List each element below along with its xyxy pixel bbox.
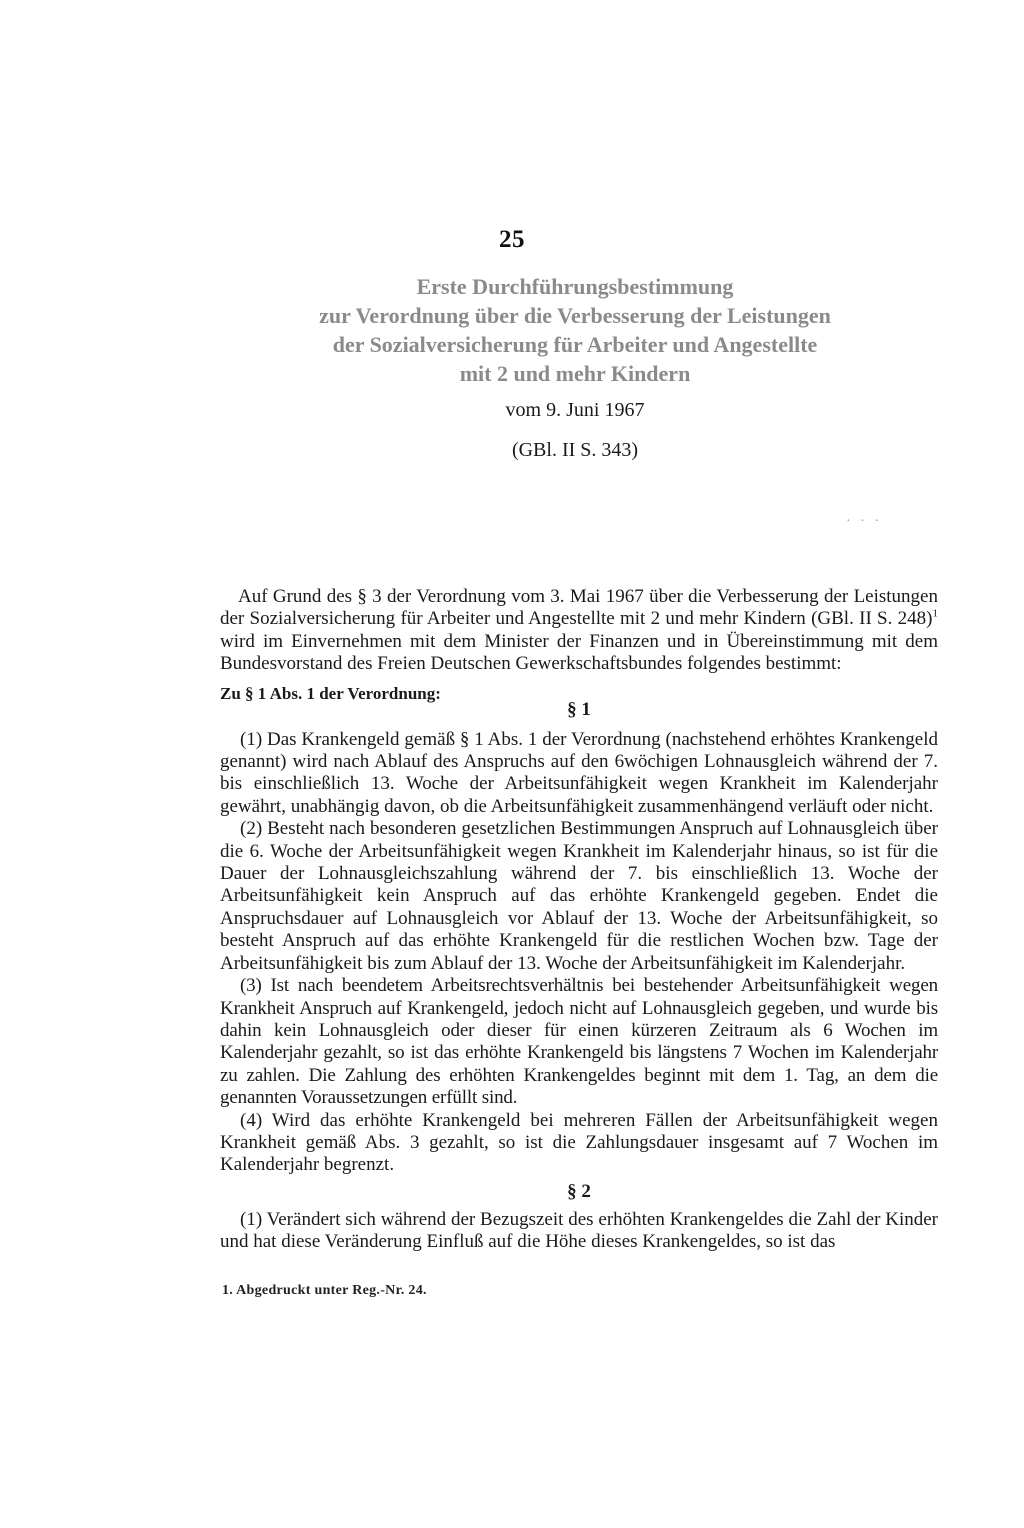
document-body: [220, 586, 938, 1254]
footnote-marker: 1: [932, 608, 938, 621]
scan-artifact: · · ·: [846, 514, 882, 529]
title-line: zur Verordnung über die Verbesserung der Leistungen: [319, 303, 831, 328]
title-line: Erste Durchführungsbestimmung: [416, 274, 734, 299]
preamble-text-continued: wird im Einvernehmen mit dem Minister der Finanzen und in Übereinstimmung mit dem Bundesvorstand des Freien Deutschen Gewerkschaftsbundes folgendes bestimmt:: [220, 630, 938, 675]
document-title: [0, 272, 1024, 388]
paragraph-1-3: (3) Ist nach beendetem Arbeitsrechtsverhältnis bei bestehender Arbeitsunfähigkeit wegen Krankheit Anspruch auf Krankengeld, jedoch nicht auf Lohnausgleich gegeben, und wurde bis dahin kein Lohnausgleich oder dieser für einen kürzeren Zeitraum als 6 Wochen im Kalenderjahr gezahlt, so ist das erhöhte Krankengeld bis längstens 7 Wochen im Kalenderjahr zu zahlen. Die Zahlung des erhöhten Krankengeldes beginnt mit dem 1. Tag, an dem die genannten Voraussetzungen erfüllt sind.: [220, 975, 938, 1109]
preamble-text: Auf Grund des § 3 der Verordnung vom 3. Mai 1967 über die Verbesserung der Leistungen der Sozialversicherung für Arbeiter und Angestellte mit 2 und mehr Kindern (GBl. II S. 248): [220, 586, 938, 630]
paragraph-2-1: (1) Verändert sich während der Bezugszeit des erhöhten Krankengeldes die Zahl der Kinder und hat diese Veränderung Einfluß auf die Höhe dieses Krankengeldes, so ist das: [220, 1208, 938, 1253]
title-line: mit 2 und mehr Kindern: [459, 361, 691, 386]
preamble-paragraph: [220, 586, 938, 676]
document-date: vom 9. Juni 1967: [505, 399, 645, 421]
paragraph-heading-2: § 2: [567, 1180, 591, 1202]
gazette-reference: (GBl. II S. 343): [511, 439, 639, 461]
paragraph-1-2: (2) Besteht nach besonderen gesetzlichen Bestimmungen Anspruch auf Lohnausgleich über die 6. Woche der Arbeitsunfähigkeit wegen Krankheit im Kalenderjahr hinaus, so ist für die Dauer der Lohnausgleichszahlung während der 7. bis einschließlich 13. Woche der Arbeitsunfähigkeit kein Anspruch auf das erhöhte Krankengeld gegeben. Endet die Anspruchsdauer auf Lohnausgleich vor Ablauf der 13. Woche der Arbeitsunfähigkeit, so besteht Anspruch auf das erhöhte Krankengeld für die restlichen Wochen bzw. Tage der Arbeitsunfähigkeit bis zum Ablauf der 13. Woche der Arbeitsunfähigkeit im Kalenderjahr.: [220, 818, 938, 974]
title-line: der Sozialversicherung für Arbeiter und Angestellte: [332, 332, 818, 357]
paragraph-1-1: (1) Das Krankengeld gemäß § 1 Abs. 1 der Verordnung (nachstehend erhöhtes Krankengeld genannt) wird nach Ablauf des Anspruchs auf den 6wöchigen Lohnausgleich während der 7. bis einschließlich 13. Woche der Arbeitsunfähigkeit wegen Krankheit im Kalenderjahr gewährt, unabhängig davon, ob die Arbeitsunfähigkeit zusammenhängend verläuft oder nicht.: [220, 728, 938, 817]
registry-number: 25: [499, 226, 525, 253]
section-reference: Zu § 1 Abs. 1 der Verordnung:: [220, 683, 441, 703]
paragraph-heading-1: § 1: [567, 698, 591, 720]
footnote: 1. Abgedruckt unter Reg.-Nr. 24.: [222, 1283, 427, 1298]
paragraph-1-4: (4) Wird das erhöhte Krankengeld bei mehreren Fällen der Arbeitsunfähigkeit wegen Krankheit gemäß Abs. 3 gezahlt, so ist die Zahlungsdauer insgesamt auf 7 Wochen im Kalenderjahr begrenzt.: [220, 1109, 938, 1176]
